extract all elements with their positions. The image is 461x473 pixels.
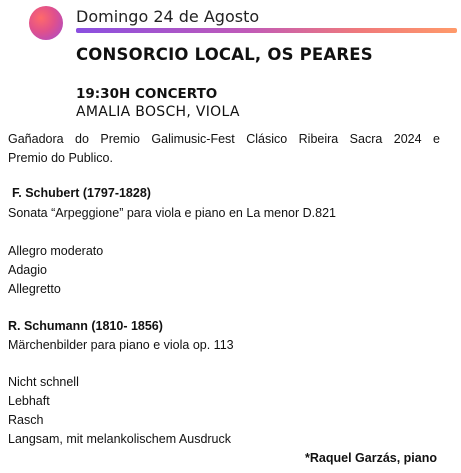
movement-item: Allegro moderato: [8, 244, 104, 258]
movement-item: Allegretto: [8, 282, 61, 296]
work-schumann: Märchenbilder para piano e viola op. 113: [8, 338, 234, 352]
decorative-gradient-circle: [29, 6, 63, 40]
gradient-divider: [76, 28, 457, 33]
award-line-2: Premio do Publico.: [8, 151, 113, 165]
movement-item: Adagio: [8, 263, 47, 277]
pianist-credit: *Raquel Garzás, piano: [305, 451, 437, 465]
movement-item: Nicht schnell: [8, 375, 79, 389]
movement-item: Langsam, mit melankolischem Ausdruck: [8, 432, 232, 446]
movement-item: Rasch: [8, 413, 44, 427]
performer-name: AMALIA BOSCH, VIOLA: [76, 104, 240, 120]
venue-title: CONSORCIO LOCAL, OS PEARES: [76, 45, 373, 64]
composer-schubert: F. Schubert (1797-1828): [12, 186, 151, 200]
work-schubert: Sonata “Arpeggione” para viola e piano en La menor D.821: [8, 206, 336, 220]
concert-time: 19:30H CONCERTO: [76, 86, 218, 102]
event-date: Domingo 24 de Agosto: [76, 7, 260, 26]
composer-schumann: R. Schumann (1810- 1856): [8, 319, 163, 333]
movement-item: Lebhaft: [8, 394, 50, 408]
award-line-1: Gañadora do Premio Galimusic-Fest Clásico Ribeira Sacra 2024 e: [8, 132, 440, 146]
